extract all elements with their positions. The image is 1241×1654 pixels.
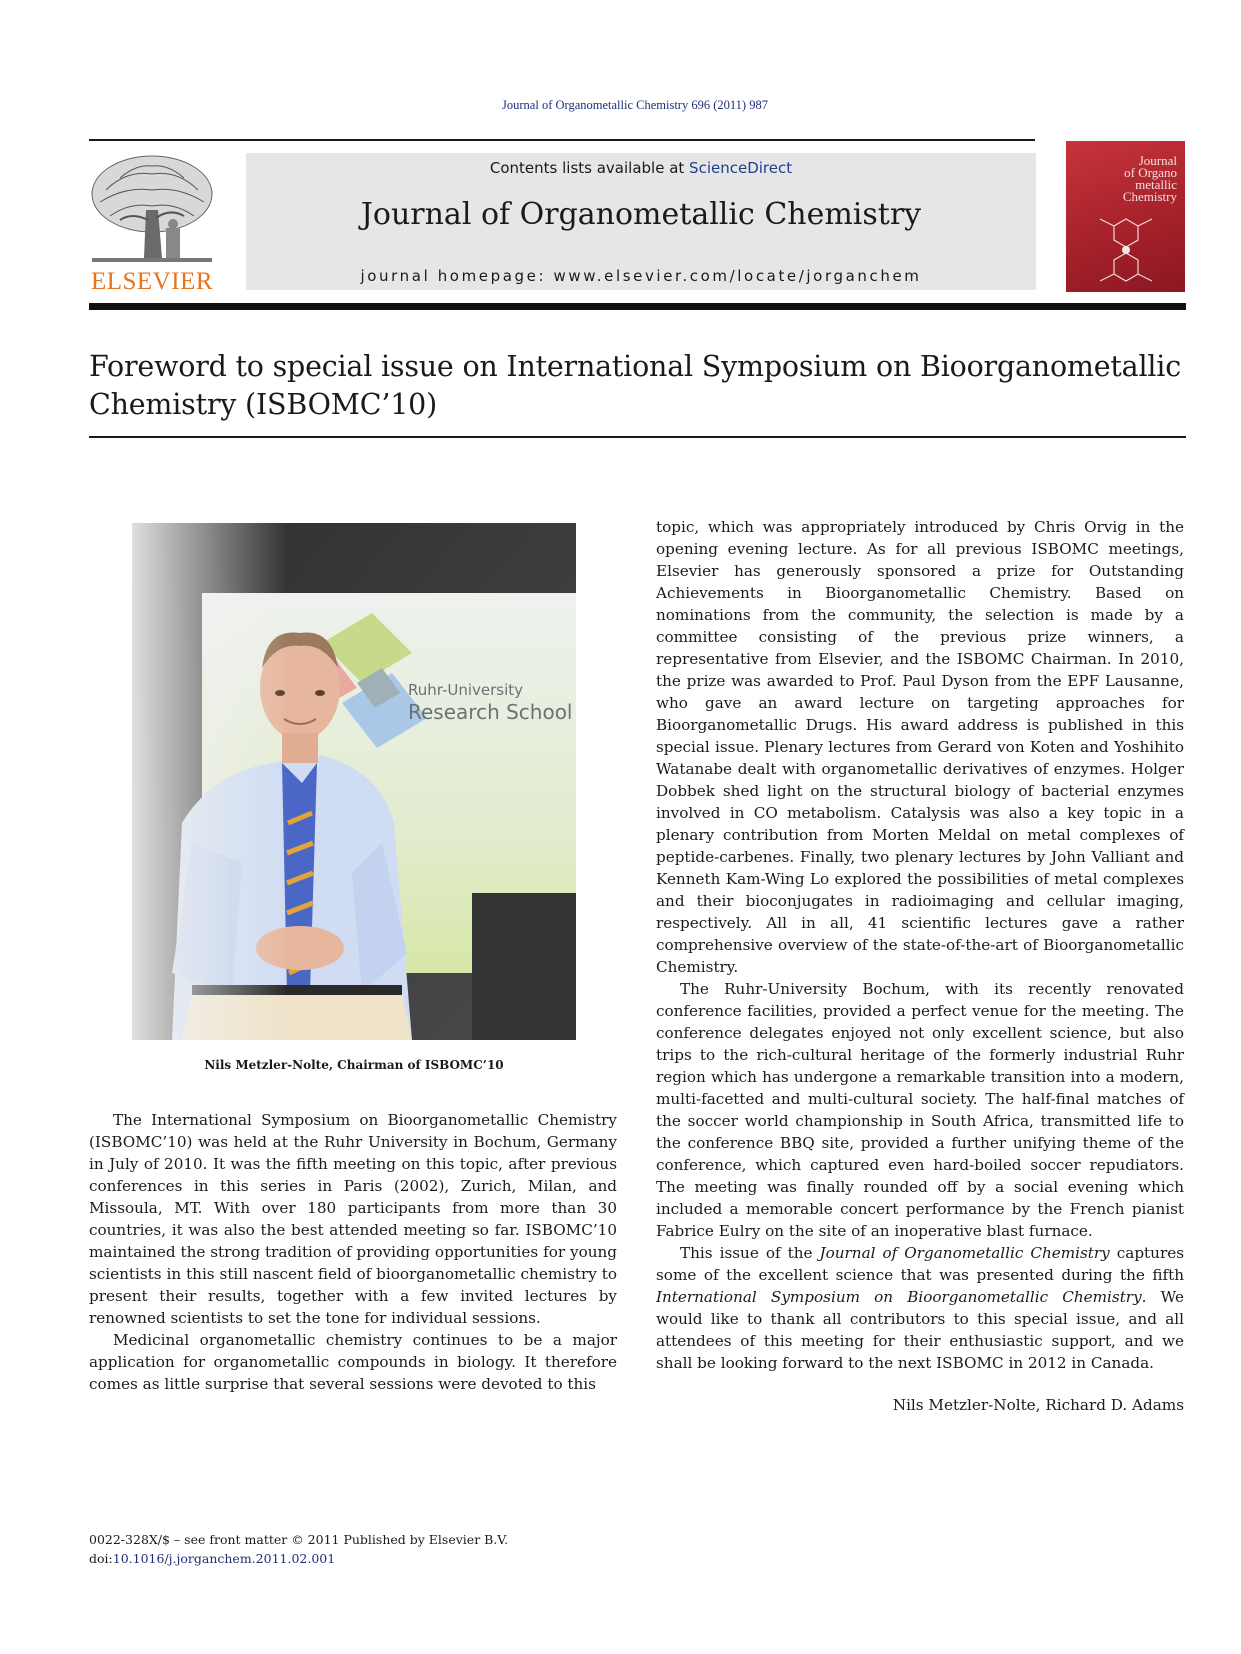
- cover-title-line: Chemistry: [1122, 189, 1177, 204]
- elsevier-logo[interactable]: [86, 150, 218, 296]
- body-column-right: [656, 516, 1184, 1416]
- journal-citation[interactable]: Journal of Organometallic Chemistry 696 (2011) 987: [502, 98, 768, 112]
- copyright-line: 0022-328X/$ – see front matter © 2011 Published by Elsevier B.V.: [89, 1532, 509, 1547]
- doi-link[interactable]: 10.1016/j.jorganchem.2011.02.001: [112, 1551, 336, 1566]
- footer: [89, 1530, 508, 1568]
- doi-prefix: doi:: [89, 1551, 113, 1566]
- journal-homepage[interactable]: journal homepage: www.elsevier.com/locate/jorganchem: [360, 267, 922, 285]
- elsevier-wordmark: ELSEVIER: [90, 268, 214, 295]
- cover-title-line: Journal: [1138, 153, 1177, 168]
- photo-caption: Nils Metzler-Nolte, Chairman of ISBOMC’10: [204, 1058, 504, 1072]
- title-rule: [89, 436, 1186, 438]
- chairman-photo: [132, 523, 576, 1040]
- journal-name: Journal of Organometallic Chemistry: [360, 197, 922, 232]
- body-paragraph: The Ruhr-University Bochum, with its recently renovated conference facilities, provided a perfect venue for the meeting. The conference delegates enjoyed not only excellent science, but also trips to the rich-cultural heritage of the formerly industrial Ruhr region which has undergone a remarkable transition into a modern, multi-facetted and multi-cultural society. The half-final matches of the soccer world championship in South Africa, transmitted life to the conference BBQ site, provided a further unifying theme of the conference, which captured even hard-boiled soccer repudiators. The meeting was finally rounded off by a social evening which included a memorable concert performance by the French pianist Fabrice Eulry on the site of an inoperative blast furnace.: [656, 980, 1184, 1240]
- person-photo-illustration: [132, 523, 576, 1040]
- journal-name-italic: Journal of Organometallic Chemistry: [819, 1244, 1110, 1262]
- doi-line: [89, 1549, 508, 1568]
- body-paragraph: [656, 1242, 1184, 1374]
- text-run: This issue of the: [680, 1244, 820, 1262]
- body-paragraph: Medicinal organometallic chemistry continues to be a major application for organometallic compounds in biology. It therefore comes as little surprise that several sessions were devoted to this: [89, 1331, 617, 1393]
- body-paragraph: topic, which was appropriately introduced by Chris Orvig in the opening evening lecture. As for all previous ISBOMC meetings, Elsevier has generously sponsored a prize for Outstanding Achievements in Bioorganometallic Chemistry. Based on nominations from the community, the selection is made by a committee consisting of the previous prize winners, a representative from Elsevier, and the ISBOMC Chairman. In 2010, the prize was awarded to Prof. Paul Dyson from the EPF Lausanne, who gave an award lecture on targeting approaches for Bioorganometallic Drugs. His award address is published in this special issue. Plenary lectures from Gerard von Koten and Yoshihito Watanabe dealt with organometallic derivatives of enzymes. Holger Dobbek shed light on the structural biology of bacterial enzymes involved in CO metabolism. Catalysis was also a key topic in a plenary contribution from Morten Meldal on metal complexes of peptide-carbenes. Finally, two plenary lectures by John Valliant and Kenneth Kam-Wing Lo explored the possibilities of metal complexes and their bioconjugates in radioimaging and cellular imaging, respectively. All in all, 41 scientific lectures gave a rather comprehensive overview of the state-of-the-art of Bioorganometallic Chemistry.: [656, 518, 1184, 976]
- article-title: Foreword to special issue on International Symposium on Bioorganometallic Chemistry (ISBOMC’10): [89, 350, 1181, 421]
- body-paragraph: The International Symposium on Bioorganometallic Chemistry (ISBOMC’10) was held at the Ruhr University in Bochum, Germany in July of 2010. It was the fifth meeting on this topic, after previous conferences in this series in Paris (2002), Zurich, Milan, and Missoula, MT. With over 180 participants from more than 30 countries, it was also the best attended meeting so far. ISBOMC’10 maintained the strong tradition of providing opportunities for young scientists in this still nascent field of bioorganometallic chemistry to present their results, together with a few invited lectures by renowned scientists to set the tone for individual sessions.: [89, 1111, 617, 1327]
- elsevier-tree-icon: [86, 150, 218, 268]
- contents-prefix: Contents lists available at: [489, 159, 690, 177]
- symposium-name-italic: International Symposium on Bioorganometallic Chemistry: [656, 1288, 1142, 1306]
- sciencedirect-link[interactable]: ScienceDirect: [689, 159, 793, 177]
- cover-title-line: of Organo: [1124, 165, 1177, 180]
- cover-title: [1123, 155, 1177, 203]
- body-column-left: [89, 1109, 617, 1395]
- header-rule: [89, 303, 1186, 310]
- text-run: captures some of the excellent science that was presented during the fifth: [656, 1244, 1184, 1284]
- author-signature: Nils Metzler-Nolte, Richard D. Adams: [892, 1396, 1184, 1414]
- journal-cover[interactable]: [1066, 141, 1185, 292]
- top-rule: [89, 139, 1035, 141]
- journal-banner: [246, 153, 1036, 290]
- text-run: . We would like to thank all contributors to this special issue, and all attendees of this meeting for their enthusiastic support, and we shall be looking forward to the next ISBOMC in 2012 in Canada.: [656, 1288, 1184, 1372]
- cover-title-line: metallic: [1135, 177, 1177, 192]
- molecule-icon: [1066, 201, 1185, 291]
- contents-available-line: [246, 153, 1036, 183]
